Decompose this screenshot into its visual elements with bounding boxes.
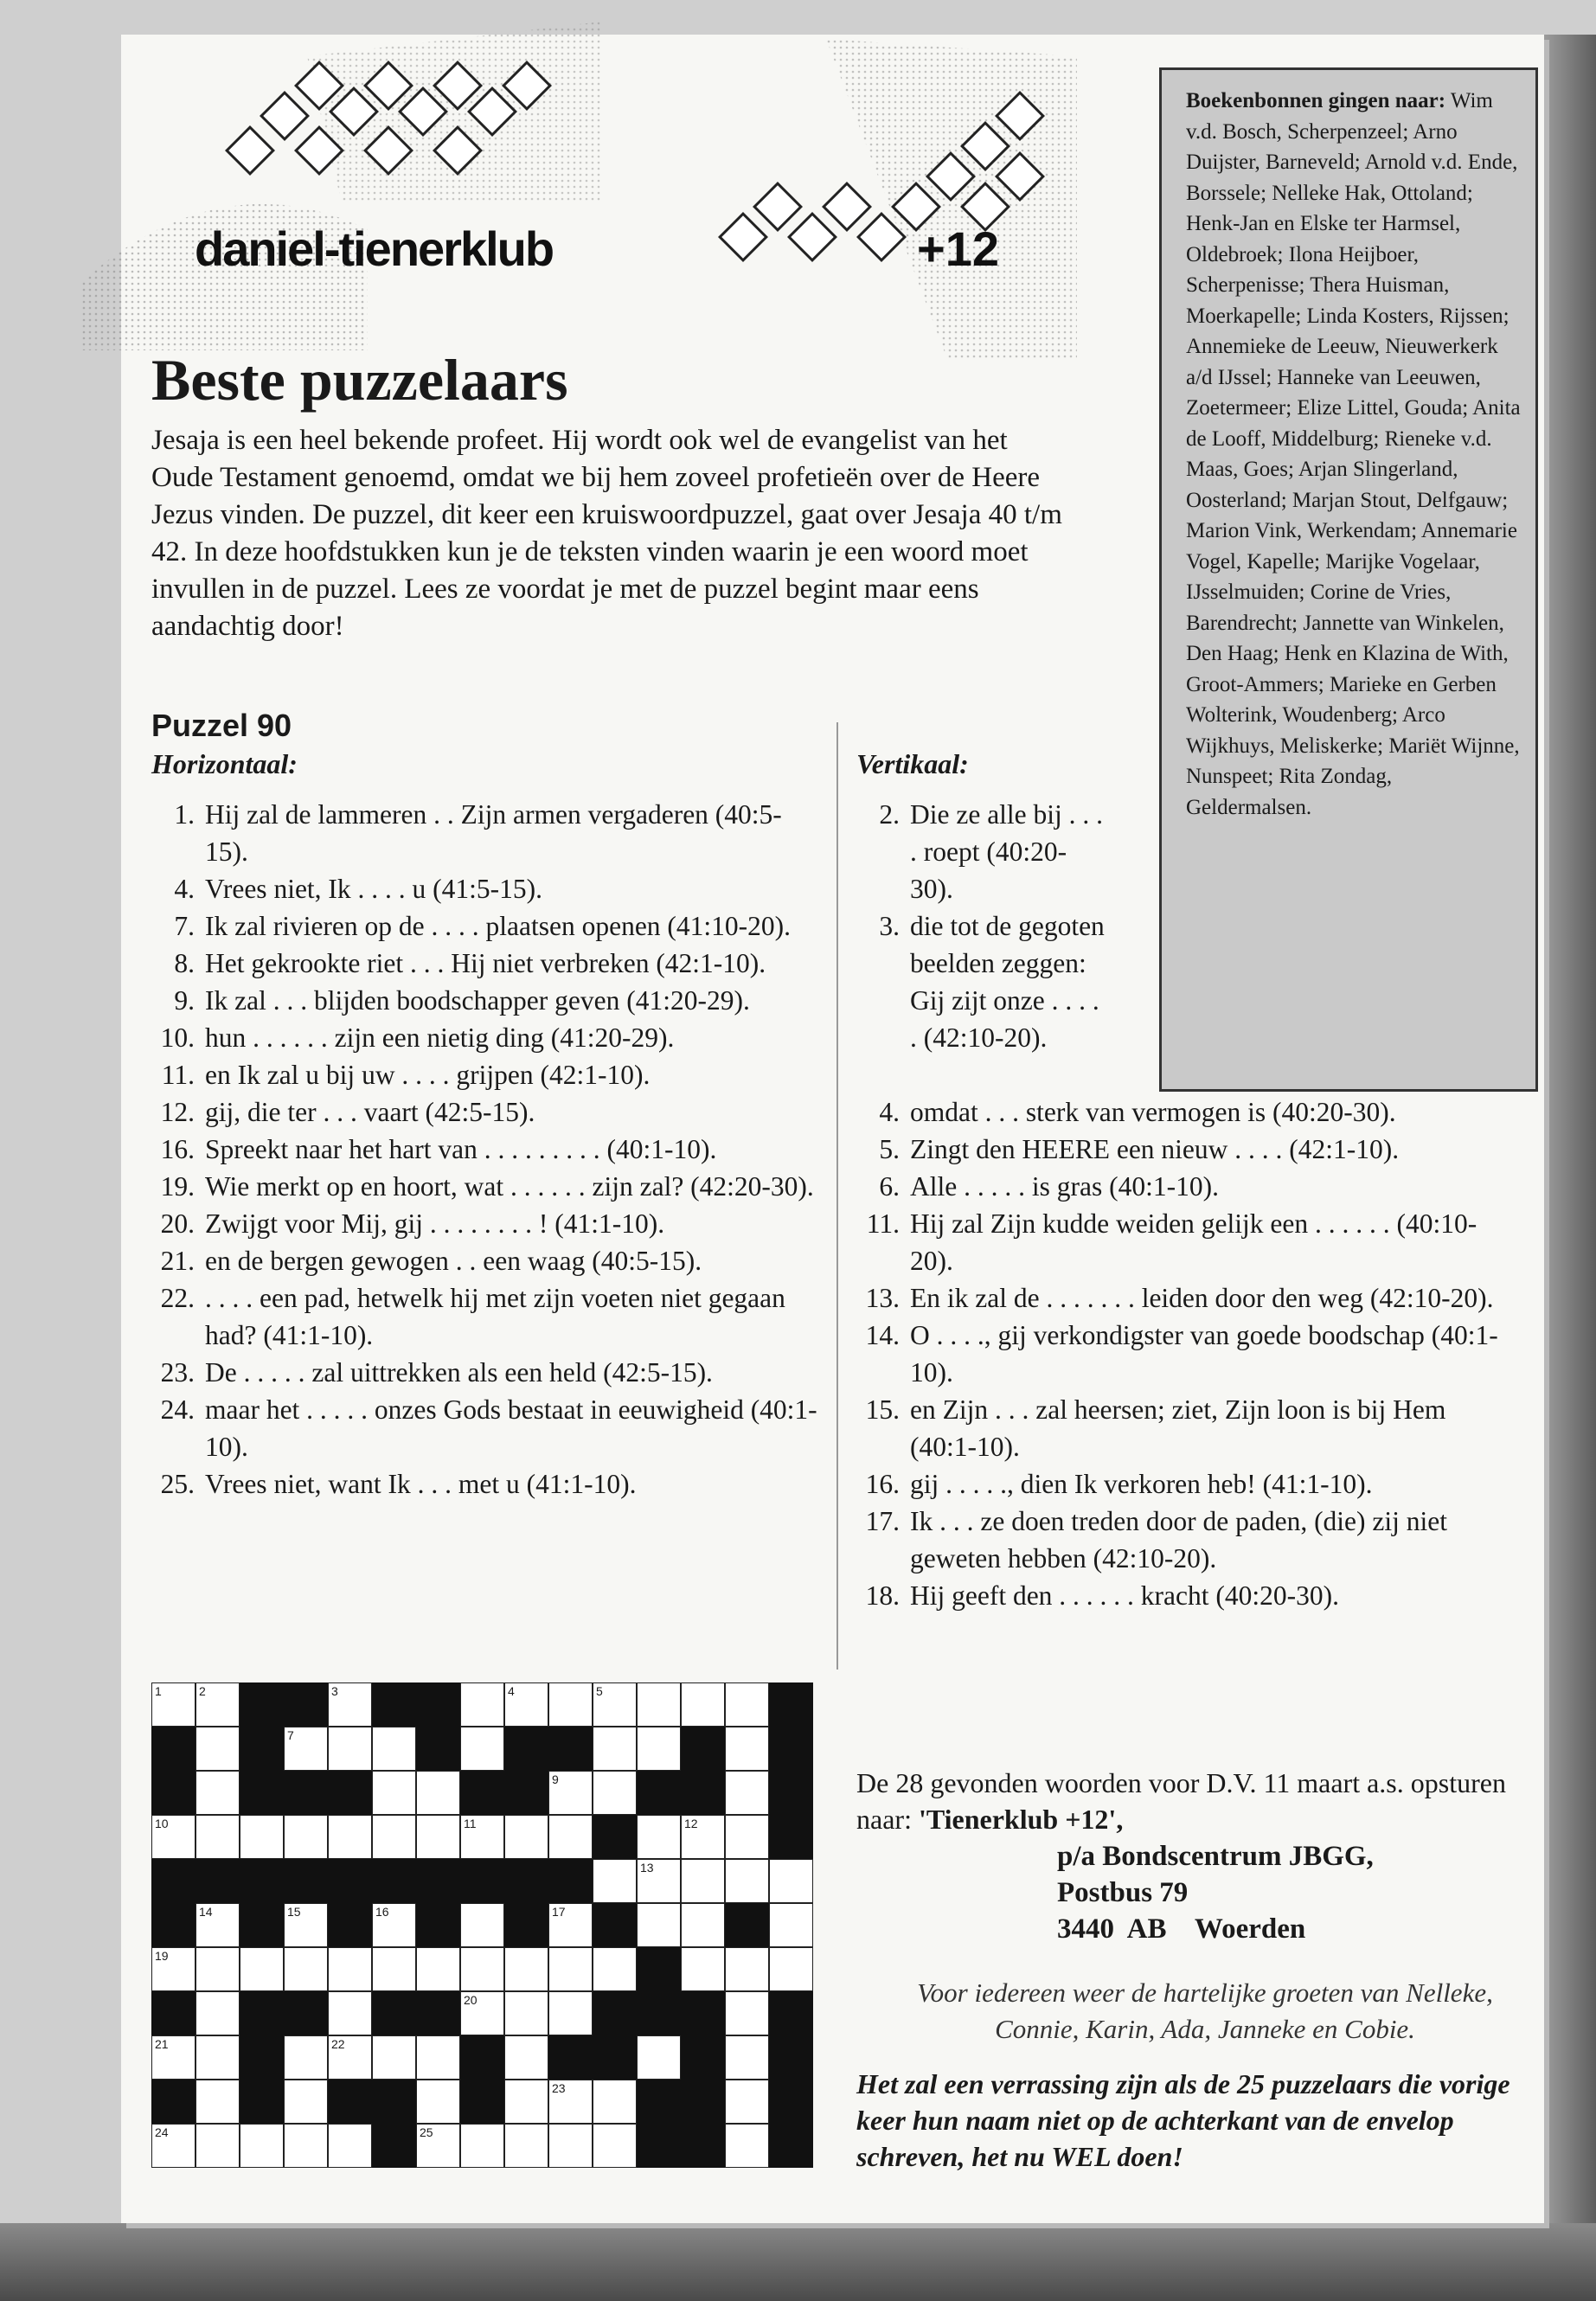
black-cell [637,2080,681,2124]
vertical-clues-list-top [856,796,1107,1056]
grid-cell[interactable] [548,1771,593,1815]
grid-cell[interactable] [151,2124,195,2168]
clue-text: Ik zal rivieren op de . . . . plaatsen openen (41:10-20). [205,911,792,941]
page-bottom-shadow [0,2223,1596,2301]
grid-cell[interactable] [195,2080,240,2124]
black-cell [681,1771,725,1815]
grid-cell[interactable] [284,2080,328,2124]
black-cell [151,2080,195,2124]
clue-number: 5. [879,1134,900,1164]
clue-item [151,1242,822,1279]
send-text: De 28 gevonden woorden voor D.V. 11 maart a.s. opsturen naar: [856,1767,1506,1835]
page-edge-shadow [1544,35,1596,2301]
black-cell [372,1991,416,2035]
grid-cell[interactable] [548,2080,593,2124]
clue-item [151,1168,822,1205]
black-cell [240,1903,284,1947]
grid-cell[interactable] [725,1771,769,1815]
black-cell [460,1771,504,1815]
cell-number: 14 [199,1905,213,1919]
cell-number: 4 [508,1684,515,1698]
clue-text: Ik . . . ze doen treden door de paden, (die) zij niet geweten hebben (42:10-20). [910,1506,1448,1574]
grid-cell[interactable] [681,1859,725,1903]
cell-number: 24 [155,2125,169,2139]
clue-number: 10. [160,1022,195,1053]
cell-number: 2 [199,1684,206,1698]
clue-number: 7. [174,911,195,941]
horizontal-clues-list [151,796,822,1503]
black-cell [593,1991,637,2035]
cell-number: 22 [331,2037,345,2051]
black-cell [372,1859,416,1903]
grid-cell[interactable] [195,1771,240,1815]
clue-item [151,1056,822,1093]
black-cell [240,1859,284,1903]
grid-cell[interactable] [151,2035,195,2080]
grid-cell[interactable] [372,1815,416,1859]
grid-cell[interactable] [195,1991,240,2035]
clue-text: omdat . . . sterk van vermogen is (40:20-30). [910,1097,1396,1127]
grid-cell[interactable] [372,1903,416,1947]
grid-cell[interactable] [240,1947,284,1991]
black-cell [240,1991,284,2035]
black-cell [372,2080,416,2124]
grid-cell[interactable] [637,1859,681,1903]
clue-text: Vrees niet, want Ik . . . met u (41:1-10). [205,1469,637,1499]
clue-item [856,1279,1514,1317]
clue-number: 11. [161,1060,195,1090]
grid-cell[interactable] [460,1682,504,1727]
black-cell [151,1903,195,1947]
cell-number: 10 [155,1817,169,1830]
vertical-clues-list [856,1093,1514,1614]
crossword-grid [151,1682,813,2168]
black-cell [284,1682,328,1727]
clue-number: 13. [865,1283,900,1313]
clue-item [151,870,822,907]
horizontal-heading: Horizontaal: [151,748,298,779]
clue-text: gij, die ter . . . vaart (42:5-15). [205,1097,535,1127]
clue-number: 18. [865,1580,900,1611]
grid-cell[interactable] [460,1947,504,1991]
black-cell [372,1682,416,1727]
black-cell [681,2080,725,2124]
clue-item [856,1465,1514,1503]
black-cell [548,2035,593,2080]
black-cell [593,1815,637,1859]
clue-text: gij . . . . ., dien Ik verkoren heb! (41:1-10). [910,1469,1373,1499]
grid-cell[interactable] [725,2080,769,2124]
clue-item [856,1131,1514,1168]
grid-cell[interactable] [593,2080,637,2124]
greeting: Voor iedereen weer de hartelijke groeten van Nelleke, Connie, Karin, Ada, Janneke en Cobie. [917,1977,1493,2044]
black-cell [151,1859,195,1903]
clue-item [151,1019,822,1056]
cell-number: 12 [684,1817,698,1830]
clue-item [151,1279,822,1354]
clue-number: 4. [879,1097,900,1127]
black-cell [769,1771,813,1815]
black-cell [284,1771,328,1815]
grid-cell[interactable] [328,1991,372,2035]
clue-number: 8. [174,948,195,978]
black-cell [637,1991,681,2035]
black-cell [460,1859,504,1903]
cell-number: 25 [420,2125,433,2139]
grid-cell[interactable] [637,1815,681,1859]
clue-number: 9. [174,985,195,1016]
grid-cell[interactable] [195,2124,240,2168]
clue-number: 23. [160,1357,195,1388]
grid-cell[interactable] [151,1682,195,1727]
grid-cell[interactable] [725,1991,769,2035]
black-cell [284,1991,328,2035]
clue-item [151,1205,822,1242]
black-cell [151,1991,195,2035]
black-cell [284,1859,328,1903]
grid-cell[interactable] [504,2124,548,2168]
grid-cell[interactable] [504,1947,548,1991]
address-line: Postbus 79 [1057,1877,1189,1908]
clue-text: . . . . een pad, hetwelk hij met zijn voeten niet gegaan had? (41:1-10). [205,1283,785,1350]
grid-cell[interactable] [725,2035,769,2080]
grid-cell[interactable] [637,1682,681,1727]
clue-text: Ik zal . . . blijden boodschapper geven (41:20-29). [205,985,750,1016]
clue-item [856,1093,1514,1131]
cell-number: 11 [464,1817,477,1830]
clue-number: 15. [865,1394,900,1425]
black-cell [328,2080,372,2124]
clue-item [151,1093,822,1131]
clue-text: Spreekt naar het hart van . . . . . . . . . (40:1-10). [205,1134,717,1164]
grid-cell[interactable] [504,2035,548,2080]
grid-cell[interactable] [548,1947,593,1991]
puzzle-title: Puzzel 90 [151,708,292,743]
clue-number: 25. [160,1469,195,1499]
grid-cell[interactable] [328,1682,372,1727]
cell-number: 13 [640,1861,654,1875]
grid-cell[interactable] [769,1947,813,1991]
clue-item [151,1465,822,1503]
grid-cell[interactable] [328,1815,372,1859]
grid-cell[interactable] [725,2124,769,2168]
clue-text: Hij zal Zijn kudde weiden gelijk een . . . . . . (40:10-20). [910,1208,1477,1276]
clue-item [151,1391,822,1465]
cell-number: 3 [331,1684,338,1698]
grid-cell[interactable] [504,1682,548,1727]
black-cell [240,1727,284,1771]
black-cell [769,2124,813,2168]
grid-cell[interactable] [195,1947,240,1991]
grid-cell[interactable] [460,1991,504,2035]
cell-number: 23 [552,2081,566,2095]
clue-item [151,982,822,1019]
cell-number: 17 [552,1905,566,1919]
grid-cell[interactable] [593,1727,637,1771]
age-label: +12 [917,221,999,276]
black-cell [328,1771,372,1815]
grid-cell[interactable] [328,2124,372,2168]
clue-number: 14. [865,1320,900,1350]
black-cell [504,1771,548,1815]
black-cell [151,1727,195,1771]
black-cell [681,2124,725,2168]
black-cell [637,1771,681,1815]
black-cell [372,2124,416,2168]
black-cell [725,1903,769,1947]
page-title: Beste puzzelaars [151,347,568,413]
clue-text: en Ik zal u bij uw . . . . grijpen (42:1-10). [205,1060,651,1090]
cell-number: 1 [155,1684,162,1698]
clue-text: en Zijn . . . zal heersen; ziet, Zijn loon is bij Hem (40:1-10). [910,1394,1446,1462]
grid-cell[interactable] [769,1859,813,1903]
grid-cell[interactable] [593,1859,637,1903]
clue-item [856,1168,1514,1205]
black-cell [769,1991,813,2035]
clue-number: 22. [160,1283,195,1313]
grid-cell[interactable] [548,1903,593,1947]
clue-number: 20. [160,1208,195,1239]
grid-cell[interactable] [681,1815,725,1859]
clue-item [856,1317,1514,1391]
grid-cell[interactable] [328,1727,372,1771]
grid-cell[interactable] [593,2124,637,2168]
black-cell [769,2035,813,2080]
clue-text: die tot de gegoten beelden zeggen: Gij zijt onze . . . . . (42:10-20). [910,911,1105,1053]
clue-text: en de bergen gewogen . . een waag (40:5-15). [205,1246,702,1276]
grid-cell[interactable] [593,1771,637,1815]
grid-cell[interactable] [460,1903,504,1947]
clue-number: 12. [160,1097,195,1127]
black-cell [328,1859,372,1903]
black-cell [769,2080,813,2124]
winners-heading: Boekenbonnen gingen naar: [1186,89,1446,112]
black-cell [328,1903,372,1947]
black-cell [769,1727,813,1771]
grid-cell[interactable] [725,1727,769,1771]
black-cell [593,2035,637,2080]
black-cell [416,1991,460,2035]
grid-cell[interactable] [460,1727,504,1771]
black-cell [240,1682,284,1727]
clue-text: Vrees niet, Ik . . . . u (41:5-15). [205,874,543,904]
address-line: p/a Bondscentrum JBGG, [1057,1841,1374,1872]
grid-cell[interactable] [725,1815,769,1859]
grid-cell[interactable] [416,1815,460,1859]
black-cell [416,1727,460,1771]
clue-text: Zingt den HEERE een nieuw . . . . (42:1-10). [910,1134,1400,1164]
grid-cell[interactable] [416,2080,460,2124]
grid-cell[interactable] [284,1727,328,1771]
black-cell [769,1682,813,1727]
grid-cell[interactable] [372,1771,416,1815]
grid-cell[interactable] [284,2035,328,2080]
grid-cell[interactable] [548,1815,593,1859]
black-cell [195,1859,240,1903]
cell-number: 21 [155,2037,169,2051]
black-cell [637,1947,681,1991]
clue-text: O . . . ., gij verkondigster van goede boodschap (40:1-10). [910,1320,1498,1388]
black-cell [416,1682,460,1727]
clue-text: Hij zal de lammeren . . Zijn armen vergaderen (40:5-15). [205,799,782,867]
clue-text: hun . . . . . . zijn een nietig ding (41:20-29). [205,1022,675,1053]
grid-cell[interactable] [593,1682,637,1727]
closing-note: Het zal een verrassing zijn als de 25 puzzelaars die vorige keer hun naam niet op de achterkant van de envelop schreven, het nu WEL doen! [856,2068,1510,2172]
grid-cell[interactable] [416,1947,460,1991]
black-cell [460,2035,504,2080]
clue-item [856,1205,1514,1279]
clue-text: Wie merkt op en hoort, wat . . . . . . zijn zal? (42:20-30). [205,1171,814,1202]
clue-number: 1. [174,799,195,830]
clue-text: Zwijgt voor Mij, gij . . . . . . . . ! (41:1-10). [205,1208,665,1239]
black-cell [504,1727,548,1771]
grid-cell[interactable] [284,2124,328,2168]
grid-cell[interactable] [151,1947,195,1991]
grid-cell[interactable] [593,1947,637,1991]
clue-number: 11. [866,1208,900,1239]
grid-cell[interactable] [504,1815,548,1859]
grid-cell[interactable] [548,1991,593,2035]
clue-text: En ik zal de . . . . . . . leiden door den weg (42:10-20). [910,1283,1494,1313]
clue-text: Alle . . . . . is gras (40:1-10). [910,1171,1219,1202]
grid-cell[interactable] [416,2035,460,2080]
clue-item [856,796,1107,907]
clue-number: 2. [879,799,900,830]
cell-number: 5 [596,1684,603,1698]
clue-item [856,1391,1514,1465]
grid-cell[interactable] [681,1682,725,1727]
grid-cell[interactable] [195,1727,240,1771]
grid-cell[interactable] [637,1727,681,1771]
clue-item [151,1131,822,1168]
clue-text: De . . . . . zal uittrekken als een held (42:5-15). [205,1357,713,1388]
clue-number: 19. [160,1171,195,1202]
cell-number: 16 [375,1905,389,1919]
grid-cell[interactable] [681,1947,725,1991]
clue-item [856,1503,1514,1577]
clue-item [856,1577,1514,1614]
address-line: 3440 AB Woerden [1057,1913,1306,1945]
clue-number: 21. [160,1246,195,1276]
grid-cell[interactable] [328,2035,372,2080]
black-cell [460,2080,504,2124]
clue-text: Hij geeft den . . . . . . kracht (40:20-30). [910,1580,1339,1611]
grid-cell[interactable] [504,1991,548,2035]
black-cell [681,2035,725,2080]
grid-cell[interactable] [372,2035,416,2080]
clue-text: Die ze alle bij . . . . roept (40:20-30). [910,799,1104,904]
grid-cell[interactable] [284,1947,328,1991]
winners-box [1159,67,1538,1092]
clue-item [151,796,822,870]
grid-cell[interactable] [460,2124,504,2168]
grid-cell[interactable] [195,2035,240,2080]
grid-cell[interactable] [504,2080,548,2124]
grid-cell[interactable] [284,1903,328,1947]
black-cell [416,1859,460,1903]
grid-cell[interactable] [416,1771,460,1815]
cell-number: 15 [287,1905,301,1919]
grid-cell[interactable] [195,1815,240,1859]
clue-text: maar het . . . . . onzes Gods bestaat in eeuwigheid (40:1-10). [205,1394,817,1462]
clue-text: Het gekrookte riet . . . Hij niet verbreken (42:1-10). [205,948,766,978]
grid-cell[interactable] [372,1947,416,1991]
black-cell [151,1771,195,1815]
black-cell [681,1727,725,1771]
grid-cell[interactable] [284,1815,328,1859]
clue-number: 17. [865,1506,900,1536]
black-cell [769,1815,813,1859]
clue-item [151,945,822,982]
grid-cell[interactable] [681,1903,725,1947]
grid-cell[interactable] [637,2035,681,2080]
clue-item [151,907,822,945]
black-cell [548,1859,593,1903]
header-lattice-graphic [82,22,1103,368]
grid-cell[interactable] [240,1815,284,1859]
grid-cell[interactable] [460,1815,504,1859]
black-cell [593,1903,637,1947]
grid-cell[interactable] [637,1903,681,1947]
grid-cell[interactable] [725,1947,769,1991]
grid-cell[interactable] [151,1815,195,1859]
grid-cell[interactable] [372,1727,416,1771]
cell-number: 7 [287,1728,294,1742]
cell-number: 19 [155,1949,169,1963]
intro-paragraph: Jesaja is een heel bekende profeet. Hij wordt ook wel de evangelist van het Oude Testament genoemd, omdat we bij hem zoveel profetieën over de Heere Jezus vinden. De puzzel, dit keer een kruiswoordpuzzel, gaat over Jesaja 40 t/m 42. In deze hoofdstukken kun je de teksten vinden waarin je een woord moet invullen in de puzzel. Lees ze voordat je met de puzzel begint maar eens aandachtig door! [151,425,1062,642]
column-divider [836,722,838,1670]
grid-cell[interactable] [548,1682,593,1727]
clue-number: 16. [865,1469,900,1499]
send-instructions [856,1765,1514,1837]
black-cell [240,1771,284,1815]
grid-cell[interactable] [195,1682,240,1727]
grid-cell[interactable] [548,2124,593,2168]
grid-cell[interactable] [416,2124,460,2168]
black-cell [416,1903,460,1947]
winners-list: Wim v.d. Bosch, Scherpenzeel; Arno Duijster, Barneveld; Arnold v.d. Ende, Borssele; Nelleke Hak, Ottoland; Henk-Jan en Elske ter Harmsel, Oldebroek; Ilona Heijboer, Scherpenisse; Thera Huisman, Moerkapelle; Linda Kosters, Rijssen; Annemieke de Leeuw, Nieuwerkerk a/d IJssel; Hanneke van Leeuwen, Zoetermeer; Elize Littel, Gouda; Anita de Looff, Middelburg; Rieneke v.d. Maas, Goes; Arjan Slingerland, Oosterland; Marjan Stout, Delfgauw; Marion Vink, Werkendam; Annemarie Vogel, Kapelle; Marijke Vogelaar, IJsselmuiden; Corine de Vries, Barendrecht; Jannette van Winkelen, Den Haag; Henk en Klazina de With, Groot-Ammers; Marieke en Gerben Wolterink, Woudenberg; Arco Wijkhuys, Meliskerke; Mariët Wijnne, Nunspeet; Rita Zondag, Geldermalsen. [1186,89,1521,819]
vertical-heading: Vertikaal: [856,748,969,779]
club-name: daniel-tienerklub [195,221,554,276]
grid-cell[interactable] [725,1859,769,1903]
grid-cell[interactable] [328,1947,372,1991]
black-cell [637,2124,681,2168]
black-cell [240,2035,284,2080]
black-cell [504,1903,548,1947]
black-cell [548,1727,593,1771]
cell-number: 9 [552,1772,559,1786]
clue-number: 6. [879,1171,900,1202]
send-club: 'Tienerklub +12', [918,1804,1124,1835]
clue-number: 4. [174,874,195,904]
black-cell [504,1859,548,1903]
grid-cell[interactable] [195,1903,240,1947]
grid-cell[interactable] [769,1903,813,1947]
clue-item [151,1354,822,1391]
clue-number: 24. [160,1394,195,1425]
clue-item [856,907,1107,1056]
black-cell [240,2080,284,2124]
postal-address [1057,1838,1374,1947]
black-cell [681,1991,725,2035]
clue-number: 3. [879,911,900,941]
cell-number: 20 [464,1993,478,2007]
grid-cell[interactable] [240,2124,284,2168]
grid-cell[interactable] [725,1682,769,1727]
clue-number: 16. [160,1134,195,1164]
